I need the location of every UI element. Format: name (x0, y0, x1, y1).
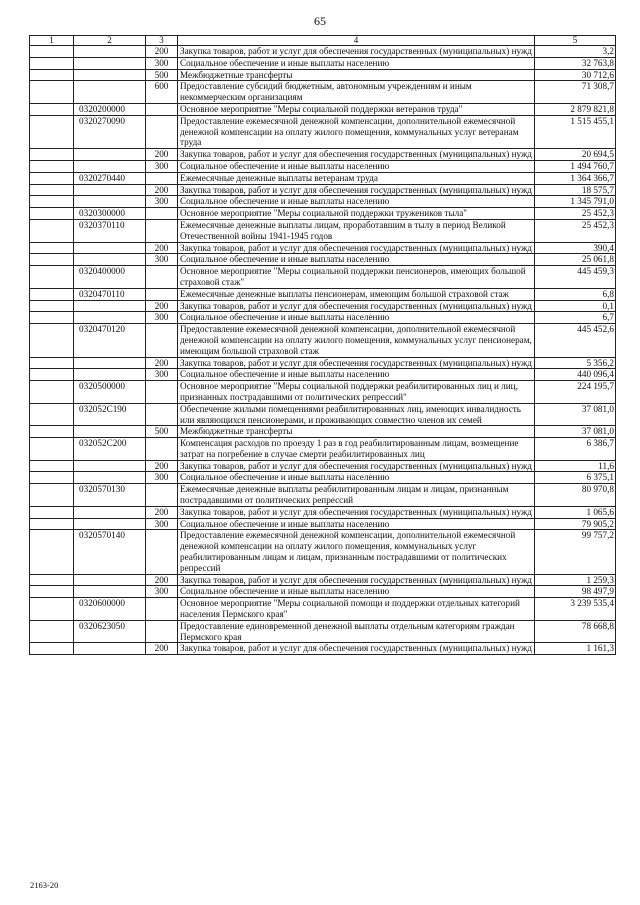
description-cell: Социальное обеспечение и иные выплаты населению (178, 196, 535, 208)
table-row (30, 81, 616, 104)
expense-type-cell (146, 208, 178, 220)
description-cell: Закупка товаров, работ и услуг для обеспечения государственных (муниципальных) нужд (178, 300, 535, 312)
target-article-cell (74, 586, 146, 598)
description-cell: Закупка товаров, работ и услуг для обеспечения государственных (муниципальных) нужд (178, 357, 535, 369)
amount-cell: 6 386,7 (535, 438, 616, 461)
target-article-cell: 0320270090 (74, 115, 146, 148)
expense-type-cell (146, 324, 178, 357)
table-row (30, 460, 616, 472)
amount-cell: 3 239 535,4 (535, 598, 616, 621)
target-article-cell: 032052С200 (74, 438, 146, 461)
target-article-cell: 0320570140 (74, 530, 146, 574)
amount-cell: 1 259,3 (535, 574, 616, 586)
section-code-cell (30, 506, 74, 518)
section-code-cell (30, 324, 74, 357)
description-cell: Закупка товаров, работ и услуг для обеспечения государственных (муниципальных) нужд (178, 574, 535, 586)
amount-cell: 79 905,2 (535, 518, 616, 530)
expense-type-cell: 300 (146, 369, 178, 381)
table-row (30, 586, 616, 598)
expense-type-cell (146, 288, 178, 300)
expense-type-cell (146, 403, 178, 426)
section-code-cell (30, 115, 74, 148)
expense-type-cell: 200 (146, 184, 178, 196)
target-article-cell: 0320500000 (74, 381, 146, 404)
description-cell: Закупка товаров, работ и услуг для обеспечения государственных (муниципальных) нужд (178, 46, 535, 58)
amount-cell: 11,6 (535, 460, 616, 472)
section-code-cell (30, 312, 74, 324)
table-row (30, 103, 616, 115)
expense-type-cell (146, 438, 178, 461)
target-article-cell (74, 574, 146, 586)
target-article-cell: 0320300000 (74, 208, 146, 220)
table-row (30, 643, 616, 655)
section-code-cell (30, 643, 74, 655)
description-cell: Социальное обеспечение и иные выплаты населению (178, 369, 535, 381)
target-article-cell (74, 254, 146, 266)
target-article-cell (74, 160, 146, 172)
target-article-cell (74, 196, 146, 208)
table-row (30, 184, 616, 196)
amount-cell: 37 081,0 (535, 426, 616, 438)
section-code-cell (30, 472, 74, 484)
table-row (30, 484, 616, 507)
section-code-cell (30, 184, 74, 196)
amount-cell: 25 452,3 (535, 219, 616, 242)
amount-cell: 1 345 791,0 (535, 196, 616, 208)
expense-type-cell (146, 381, 178, 404)
table-row (30, 208, 616, 220)
description-cell: Социальное обеспечение и иные выплаты населению (178, 518, 535, 530)
section-code-cell (30, 208, 74, 220)
amount-cell: 440 096,4 (535, 369, 616, 381)
amount-cell: 71 308,7 (535, 81, 616, 104)
expense-type-cell (146, 530, 178, 574)
amount-cell: 98 497,9 (535, 586, 616, 598)
amount-cell: 2 879 821,8 (535, 103, 616, 115)
expense-type-cell (146, 219, 178, 242)
target-article-cell (74, 643, 146, 655)
description-cell: Ежемесячные денежные выплаты реабилитированным лицам и лицам, признанным пострадавшими от политических репрессий (178, 484, 535, 507)
amount-cell: 6 375,1 (535, 472, 616, 484)
section-code-cell (30, 484, 74, 507)
amount-cell: 5 356,2 (535, 357, 616, 369)
table-row (30, 196, 616, 208)
expense-type-cell: 300 (146, 472, 178, 484)
section-code-cell (30, 266, 74, 289)
target-article-cell (74, 312, 146, 324)
description-cell: Предоставление ежемесячной денежной компенсации, дополнительной ежемесячной денежной компенсации на оплату жилого помещения, коммунальных услуг пенсионерам, имеющим большой страховой стаж (178, 324, 535, 357)
amount-cell: 25 452,3 (535, 208, 616, 220)
description-cell: Межбюджетные трансферты (178, 69, 535, 81)
description-cell: Основное мероприятие "Меры социальной поддержки ветеранов труда" (178, 103, 535, 115)
target-article-cell (74, 460, 146, 472)
amount-cell: 99 757,2 (535, 530, 616, 574)
table-row (30, 598, 616, 621)
footer-code: 2163-20 (30, 880, 59, 890)
section-code-cell (30, 381, 74, 404)
table-row (30, 46, 616, 58)
section-code-cell (30, 288, 74, 300)
expense-type-cell: 200 (146, 643, 178, 655)
expense-type-cell: 500 (146, 426, 178, 438)
amount-cell: 1 161,3 (535, 643, 616, 655)
target-article-cell (74, 57, 146, 69)
table-row (30, 438, 616, 461)
section-code-cell (30, 518, 74, 530)
table-row (30, 530, 616, 574)
table-row (30, 288, 616, 300)
target-article-cell (74, 149, 146, 161)
description-cell: Предоставление ежемесячной денежной компенсации, дополнительной ежемесячной денежной компенсации на оплату жилого помещения, коммунальных услуг ветеранам труда (178, 115, 535, 148)
expense-type-cell: 200 (146, 506, 178, 518)
table-row (30, 312, 616, 324)
description-cell: Ежемесячные денежные выплаты ветеранам труда (178, 172, 535, 184)
table-row (30, 381, 616, 404)
table-row (30, 426, 616, 438)
amount-cell: 6,7 (535, 312, 616, 324)
table-row (30, 574, 616, 586)
description-cell: Социальное обеспечение и иные выплаты населению (178, 57, 535, 69)
amount-cell: 445 459,3 (535, 266, 616, 289)
description-cell: Компенсация расходов по проезду 1 раз в год реабилитированным лицам, возмещение затрат на погребение в случае смерти реабилитированных лиц (178, 438, 535, 461)
section-code-cell (30, 357, 74, 369)
table-row (30, 172, 616, 184)
amount-cell: 30 712,6 (535, 69, 616, 81)
target-article-cell: 0320570130 (74, 484, 146, 507)
table-row (30, 518, 616, 530)
section-code-cell (30, 149, 74, 161)
description-cell: Основное мероприятие "Меры социальной поддержки тружеников тыла" (178, 208, 535, 220)
description-cell: Закупка товаров, работ и услуг для обеспечения государственных (муниципальных) нужд (178, 242, 535, 254)
expense-type-cell: 500 (146, 69, 178, 81)
expense-type-cell: 200 (146, 357, 178, 369)
section-code-cell (30, 254, 74, 266)
expense-type-cell (146, 172, 178, 184)
column-header: 1 (30, 36, 74, 46)
section-code-cell (30, 172, 74, 184)
description-cell: Социальное обеспечение и иные выплаты населению (178, 160, 535, 172)
amount-cell: 0,1 (535, 300, 616, 312)
table-row (30, 219, 616, 242)
table-row (30, 160, 616, 172)
amount-cell: 18 575,7 (535, 184, 616, 196)
description-cell: Ежемесячные денежные выплаты пенсионерам, имеющим большой страховой стаж (178, 288, 535, 300)
target-article-cell (74, 300, 146, 312)
section-code-cell (30, 300, 74, 312)
amount-cell: 224 195,7 (535, 381, 616, 404)
target-article-cell (74, 46, 146, 58)
table-row (30, 403, 616, 426)
table-row (30, 300, 616, 312)
section-code-cell (30, 574, 74, 586)
section-code-cell (30, 426, 74, 438)
target-article-cell: 032052С190 (74, 403, 146, 426)
target-article-cell: 0320470110 (74, 288, 146, 300)
target-article-cell (74, 242, 146, 254)
column-header: 3 (146, 36, 178, 46)
section-code-cell (30, 403, 74, 426)
description-cell: Закупка товаров, работ и услуг для обеспечения государственных (муниципальных) нужд (178, 184, 535, 196)
target-article-cell: 0320200000 (74, 103, 146, 115)
expense-type-cell: 300 (146, 160, 178, 172)
section-code-cell (30, 460, 74, 472)
description-cell: Предоставление субсидий бюджетным, автономным учреждениям и иным некоммерческим организациям (178, 81, 535, 104)
expense-type-cell (146, 484, 178, 507)
table-row (30, 472, 616, 484)
expense-type-cell (146, 620, 178, 643)
table-row (30, 69, 616, 81)
description-cell: Предоставление единовременной денежной выплаты отдельным категориям граждан Пермского края (178, 620, 535, 643)
expense-type-cell: 200 (146, 46, 178, 58)
description-cell: Социальное обеспечение и иные выплаты населению (178, 586, 535, 598)
table-row (30, 506, 616, 518)
description-cell: Социальное обеспечение и иные выплаты населению (178, 254, 535, 266)
target-article-cell (74, 81, 146, 104)
target-article-cell (74, 506, 146, 518)
section-code-cell (30, 57, 74, 69)
table-row (30, 357, 616, 369)
target-article-cell (74, 357, 146, 369)
section-code-cell (30, 242, 74, 254)
description-cell: Основное мероприятие "Меры социальной поддержки пенсионеров, имеющих большой страховой стаж" (178, 266, 535, 289)
amount-cell: 6,8 (535, 288, 616, 300)
section-code-cell (30, 438, 74, 461)
amount-cell: 78 668,8 (535, 620, 616, 643)
expense-type-cell: 300 (146, 586, 178, 598)
target-article-cell (74, 472, 146, 484)
amount-cell: 32 763,8 (535, 57, 616, 69)
table-row (30, 620, 616, 643)
section-code-cell (30, 69, 74, 81)
section-code-cell (30, 46, 74, 58)
column-header: 4 (178, 36, 535, 46)
amount-cell: 1 515 455,1 (535, 115, 616, 148)
expense-type-cell: 200 (146, 300, 178, 312)
description-cell: Основное мероприятие "Меры социальной поддержки реабилитированных лиц и лиц, признанных пострадавшими от политических репрессий" (178, 381, 535, 404)
description-cell: Закупка товаров, работ и услуг для обеспечения государственных (муниципальных) нужд (178, 149, 535, 161)
table-row (30, 149, 616, 161)
column-header: 5 (535, 36, 616, 46)
table-row (30, 57, 616, 69)
target-article-cell: 0320270440 (74, 172, 146, 184)
section-code-cell (30, 620, 74, 643)
expense-type-cell: 300 (146, 254, 178, 266)
description-cell: Социальное обеспечение и иные выплаты населению (178, 472, 535, 484)
expense-type-cell: 200 (146, 574, 178, 586)
table-row (30, 324, 616, 357)
expense-type-cell: 300 (146, 518, 178, 530)
amount-cell: 25 061,8 (535, 254, 616, 266)
description-cell: Основное мероприятие "Меры социальной помощи и поддержки отдельных категорий населения Пермского края" (178, 598, 535, 621)
amount-cell: 390,4 (535, 242, 616, 254)
section-code-cell (30, 196, 74, 208)
description-cell: Социальное обеспечение и иные выплаты населению (178, 312, 535, 324)
table-row (30, 369, 616, 381)
expense-type-cell (146, 598, 178, 621)
expense-type-cell: 200 (146, 242, 178, 254)
column-header: 2 (74, 36, 146, 46)
section-code-cell (30, 530, 74, 574)
description-cell: Предоставление ежемесячной денежной компенсации, дополнительной ежемесячной денежной компенсации на оплату жилого помещения, коммунальных услуг реабилитированным лицам и лицам, признанным пострадавшими от политических репрессий (178, 530, 535, 574)
table-body (30, 46, 616, 655)
section-code-cell (30, 586, 74, 598)
table-row (30, 254, 616, 266)
expense-type-cell (146, 266, 178, 289)
section-code-cell (30, 81, 74, 104)
description-cell: Межбюджетные трансферты (178, 426, 535, 438)
expense-type-cell: 600 (146, 81, 178, 104)
target-article-cell (74, 518, 146, 530)
description-cell: Закупка товаров, работ и услуг для обеспечения государственных (муниципальных) нужд (178, 643, 535, 655)
description-cell: Закупка товаров, работ и услуг для обеспечения государственных (муниципальных) нужд (178, 460, 535, 472)
table-row (30, 115, 616, 148)
description-cell: Закупка товаров, работ и услуг для обеспечения государственных (муниципальных) нужд (178, 506, 535, 518)
table-row (30, 242, 616, 254)
budget-table (29, 35, 616, 655)
amount-cell: 20 694,5 (535, 149, 616, 161)
table-header-row (30, 36, 616, 46)
section-code-cell (30, 219, 74, 242)
target-article-cell (74, 369, 146, 381)
target-article-cell: 0320370110 (74, 219, 146, 242)
amount-cell: 1 494 760,7 (535, 160, 616, 172)
target-article-cell: 0320600000 (74, 598, 146, 621)
amount-cell: 1 364 366,7 (535, 172, 616, 184)
target-article-cell: 0320400000 (74, 266, 146, 289)
target-article-cell: 0320470120 (74, 324, 146, 357)
expense-type-cell (146, 103, 178, 115)
amount-cell: 1 065,6 (535, 506, 616, 518)
expense-type-cell (146, 115, 178, 148)
target-article-cell (74, 184, 146, 196)
section-code-cell (30, 160, 74, 172)
section-code-cell (30, 598, 74, 621)
section-code-cell (30, 369, 74, 381)
table-row (30, 266, 616, 289)
amount-cell: 37 081,0 (535, 403, 616, 426)
target-article-cell (74, 426, 146, 438)
expense-type-cell: 300 (146, 57, 178, 69)
target-article-cell: 0320623050 (74, 620, 146, 643)
expense-type-cell: 200 (146, 149, 178, 161)
expense-type-cell: 300 (146, 196, 178, 208)
amount-cell: 3,2 (535, 46, 616, 58)
expense-type-cell: 300 (146, 312, 178, 324)
amount-cell: 80 970,8 (535, 484, 616, 507)
target-article-cell (74, 69, 146, 81)
description-cell: Обеспечение жилыми помещениями реабилитированных лиц, имеющих инвалидность или являющихся пенсионерами, и проживающих совместно членов их семей (178, 403, 535, 426)
description-cell: Ежемесячные денежные выплаты лицам, проработавшим в тылу в период Великой Отечественной войны 1941-1945 годов (178, 219, 535, 242)
section-code-cell (30, 103, 74, 115)
amount-cell: 445 452,6 (535, 324, 616, 357)
expense-type-cell: 200 (146, 460, 178, 472)
page-number: 65 (314, 14, 326, 28)
